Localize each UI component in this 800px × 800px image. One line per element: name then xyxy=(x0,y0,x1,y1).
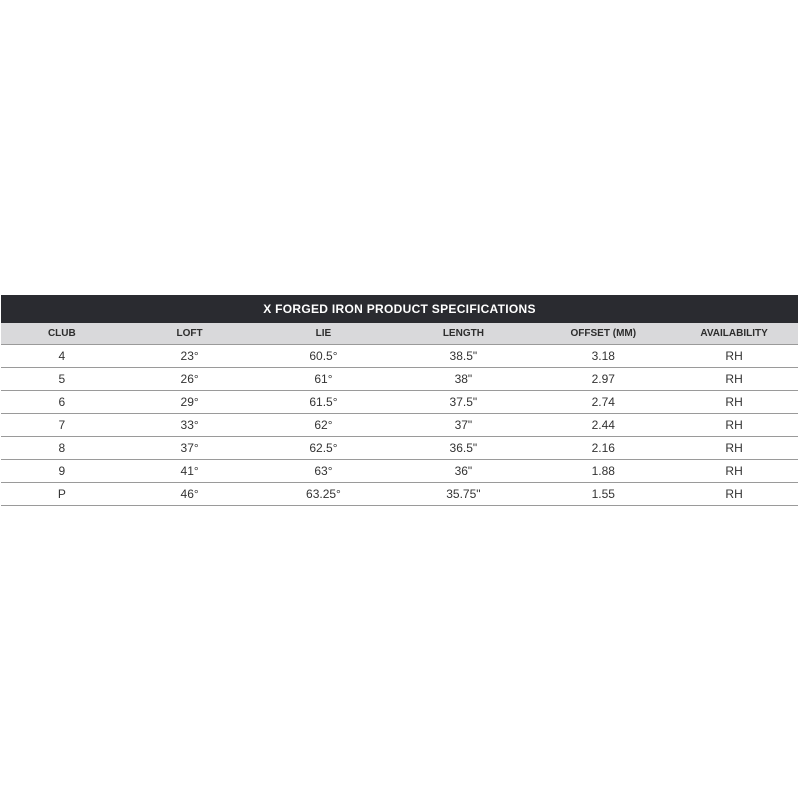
table-row xyxy=(1,368,798,391)
cell-loft: 23° xyxy=(180,349,199,363)
header-club: CLUB xyxy=(47,328,76,339)
header-length: LENGTH xyxy=(442,328,484,339)
cell-lie: 61.5° xyxy=(309,395,338,409)
cell-availability: RH xyxy=(725,395,743,409)
cell-lie: 62° xyxy=(314,418,333,432)
cell-club: 6 xyxy=(58,395,66,409)
table-row xyxy=(1,483,798,506)
table-row xyxy=(1,460,798,483)
cell-availability: RH xyxy=(725,441,743,455)
cell-availability: RH xyxy=(725,372,743,386)
spec-table xyxy=(1,295,798,506)
table-row xyxy=(1,391,798,414)
cell-offset: 1.88 xyxy=(591,464,615,478)
cell-lie: 62.5° xyxy=(309,441,338,455)
cell-offset: 2.74 xyxy=(591,395,615,409)
cell-loft: 33° xyxy=(180,418,199,432)
cell-loft: 46° xyxy=(180,487,199,501)
cell-loft: 29° xyxy=(180,395,199,409)
cell-lie: 61° xyxy=(314,372,333,386)
cell-lie: 63.25° xyxy=(306,487,341,501)
cell-loft: 26° xyxy=(180,372,199,386)
cell-club: 9 xyxy=(58,464,66,478)
cell-loft: 41° xyxy=(180,464,199,478)
cell-length: 38" xyxy=(454,372,473,386)
cell-lie: 60.5° xyxy=(309,349,338,363)
cell-offset: 2.44 xyxy=(591,418,615,432)
header-offset: OFFSET (MM) xyxy=(570,328,637,339)
cell-length: 37" xyxy=(454,418,473,432)
cell-availability: RH xyxy=(725,487,743,501)
cell-length: 38.5" xyxy=(449,349,478,363)
cell-club: 5 xyxy=(58,372,66,386)
cell-length: 36" xyxy=(454,464,473,478)
cell-club: P xyxy=(57,487,66,501)
cell-length: 36.5" xyxy=(449,441,478,455)
cell-offset: 1.55 xyxy=(591,487,615,501)
cell-offset: 2.97 xyxy=(591,372,615,386)
table-row xyxy=(1,437,798,460)
cell-loft: 37° xyxy=(180,441,199,455)
cell-lie: 63° xyxy=(314,464,333,478)
cell-length: 37.5" xyxy=(449,395,478,409)
header-row xyxy=(1,323,798,345)
cell-availability: RH xyxy=(725,464,743,478)
cell-availability: RH xyxy=(725,349,743,363)
cell-availability: RH xyxy=(725,418,743,432)
cell-club: 4 xyxy=(58,349,66,363)
header-availability: AVAILABILITY xyxy=(700,328,768,339)
cell-offset: 3.18 xyxy=(591,349,615,363)
cell-offset: 2.16 xyxy=(591,441,615,455)
cell-length: 35.75" xyxy=(446,487,481,501)
table-row xyxy=(1,345,798,368)
cell-club: 7 xyxy=(58,418,66,432)
header-loft: LOFT xyxy=(176,328,203,339)
table-title: X FORGED IRON PRODUCT SPECIFICATIONS xyxy=(1,295,798,323)
table-row xyxy=(1,414,798,437)
cell-club: 8 xyxy=(58,441,66,455)
header-lie: LIE xyxy=(315,328,332,339)
